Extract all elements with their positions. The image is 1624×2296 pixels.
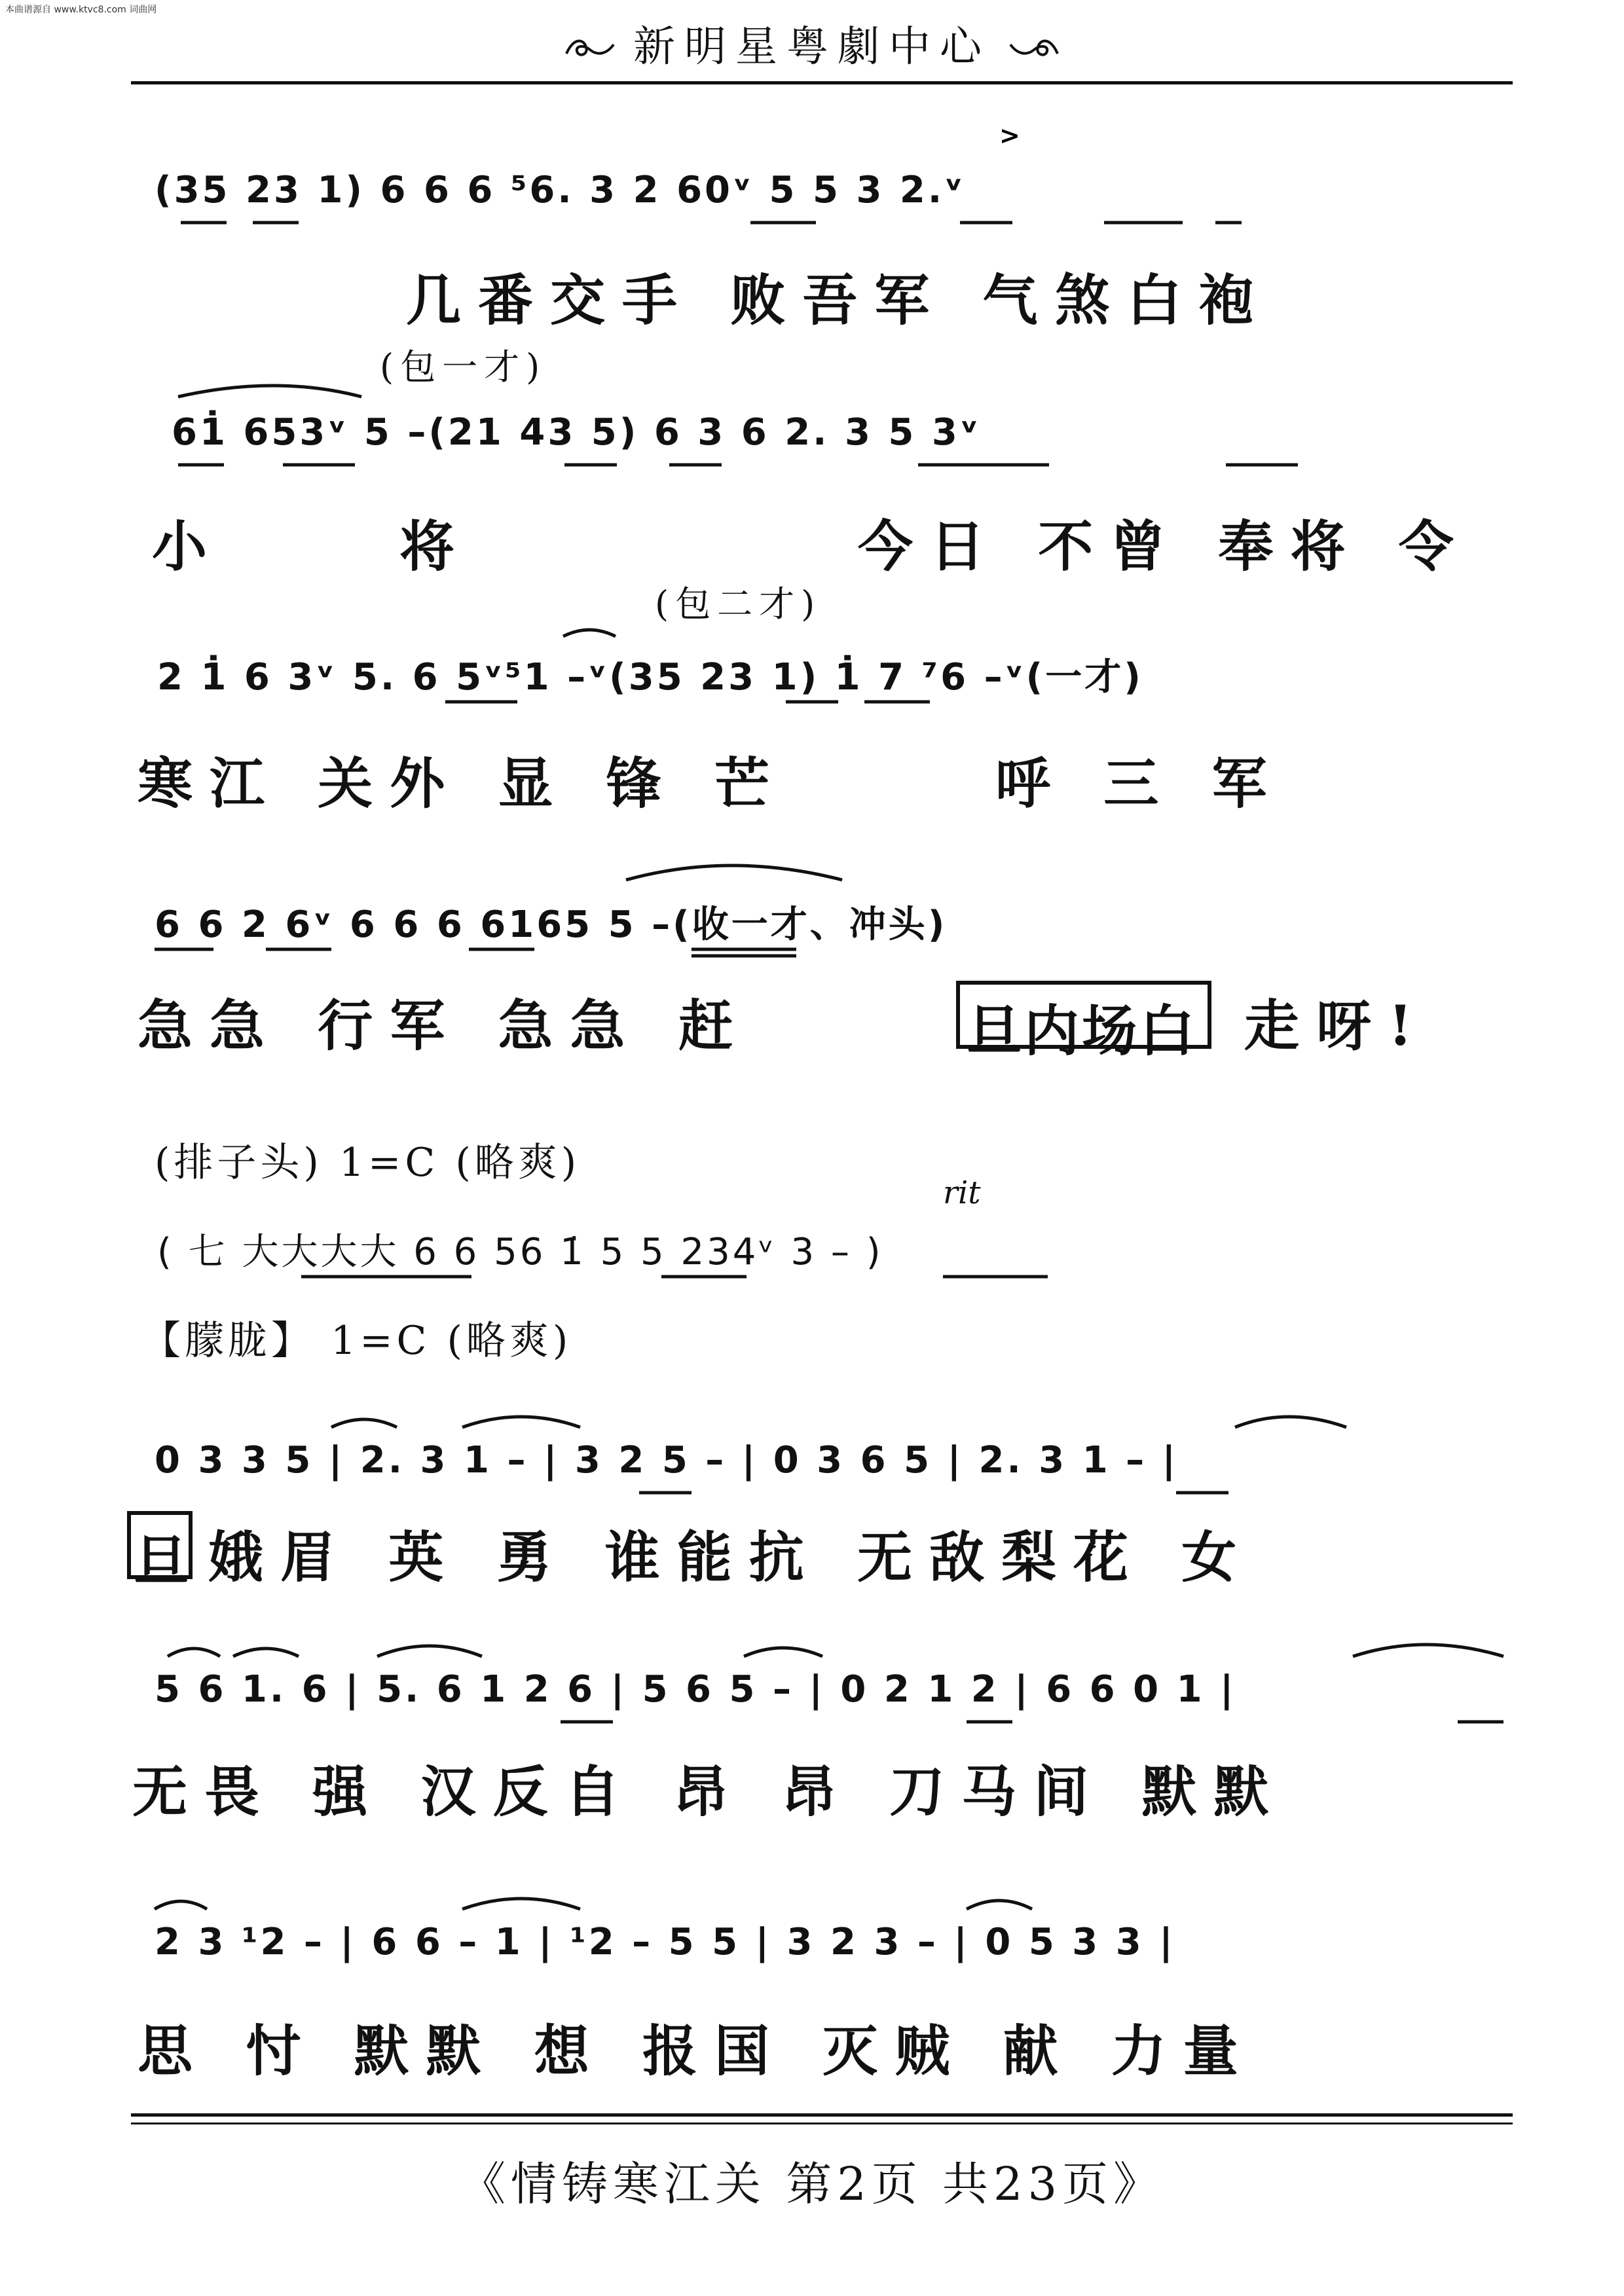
role-box bbox=[127, 1511, 193, 1594]
notation-text: ( 七 大大大大 6 6 56 1̇ 5 5 234ᵛ 3 – ) bbox=[157, 1231, 883, 1273]
footer-rule-top bbox=[131, 2113, 1513, 2117]
speech-box bbox=[956, 981, 1211, 1063]
lyric-row-2c: 今日 不曾 奉将 令 bbox=[858, 514, 1471, 579]
notation-text: 2 1̇ 6 3ᵛ 5. 6 5ᵛ⁵1 –ᵛ(35 23 1) 1̇ 7 ⁷6 –ᵛ(一才) bbox=[157, 656, 1143, 699]
annotation-row-2: (包一才) bbox=[380, 346, 547, 388]
lyric-row-2a: 小 bbox=[152, 514, 225, 579]
lyric-row-8: 无畏 强 汉反自 昂 昂 刀马间 默默 bbox=[132, 1759, 1286, 1824]
notation-row-3 bbox=[157, 630, 1526, 702]
notation-row-5 bbox=[157, 1205, 1526, 1277]
lyric-row-9: 思 忖 默默 想 报国 灭贼 献 力量 bbox=[138, 2018, 1255, 2083]
rit-mark: rit bbox=[943, 1175, 981, 1211]
speech-box-text: 旦内场白 bbox=[967, 998, 1198, 1063]
header-title: 新明星粤劇中心 bbox=[633, 23, 991, 71]
lyric-row-4b: 走呀! bbox=[1244, 993, 1430, 1058]
notation-text: 0 3 3 5 | 2. 3 1 – | 3 2 5 – | 0 3 6 5 | 2. 3 1 – | bbox=[155, 1439, 1179, 1482]
notation-row-9 bbox=[155, 1903, 1523, 1975]
lyric-row-2b: 将 bbox=[399, 514, 472, 579]
notation-row-8 bbox=[155, 1650, 1523, 1722]
notation-text: 2 3 ¹2 – | 6 6 – 1 | ¹2 – 5 5 | 3 2 3 – | 0 5 3 3 | bbox=[155, 1921, 1175, 1963]
notation-text: (35 23 1) 6 6 6 ⁵6. 3 2 60ᵛ 5 5 3 2.ᵛ bbox=[155, 169, 966, 211]
footer-rule-bottom bbox=[131, 2123, 1513, 2124]
page-header bbox=[0, 13, 1624, 73]
swirl-left-icon bbox=[564, 31, 616, 69]
section-heading: 【朦胧】 1=C (略爽) bbox=[141, 1318, 572, 1364]
lyric-row-1: 几番交手 败吾军 气煞白袍 bbox=[406, 268, 1271, 333]
header-rule bbox=[131, 81, 1513, 84]
notation-text: 5 6 1. 6 | 5. 6 1 2 6 | 5 6 5 – | 0 2 1 2 | 6 6 0 1 | bbox=[155, 1668, 1236, 1711]
lyric-row-7: 娥眉 英 勇 谁能抗 无敌梨花 女 bbox=[208, 1525, 1254, 1590]
lyric-row-4a: 急急 行军 急急 赶 bbox=[138, 993, 750, 1058]
swirl-right-icon bbox=[1008, 31, 1060, 69]
lyric-row-3a: 寒江 关外 显 锋 芒 bbox=[138, 751, 786, 816]
watermark: 本曲谱源自 www.ktvc8.com 词曲网 bbox=[5, 5, 157, 15]
annotation-row-3: (包二才) bbox=[655, 583, 822, 625]
notation-row-4 bbox=[155, 877, 1523, 949]
svg-text:>: > bbox=[999, 121, 1023, 150]
notation-text: 61̇ 653ᵛ 5 –(21 43 5) 6 3 6 2. 3 5 3ᵛ bbox=[172, 411, 981, 454]
role-box-text: 旦 bbox=[134, 1529, 189, 1594]
notation-row-7 bbox=[155, 1421, 1523, 1493]
notation-row-1 bbox=[155, 121, 1523, 223]
intro-heading: (排子头) 1=C (略爽) bbox=[155, 1140, 581, 1186]
notation-text: 6 6 2 6ᵛ 6 6 6 6165 5 –(收一才、冲头) bbox=[155, 903, 948, 946]
page-footer: 《情铸寒江关 第2页 共23页》 bbox=[459, 2157, 1165, 2211]
notation-row-2 bbox=[172, 393, 1540, 465]
lyric-row-3b: 呼 三 军 bbox=[995, 751, 1284, 816]
